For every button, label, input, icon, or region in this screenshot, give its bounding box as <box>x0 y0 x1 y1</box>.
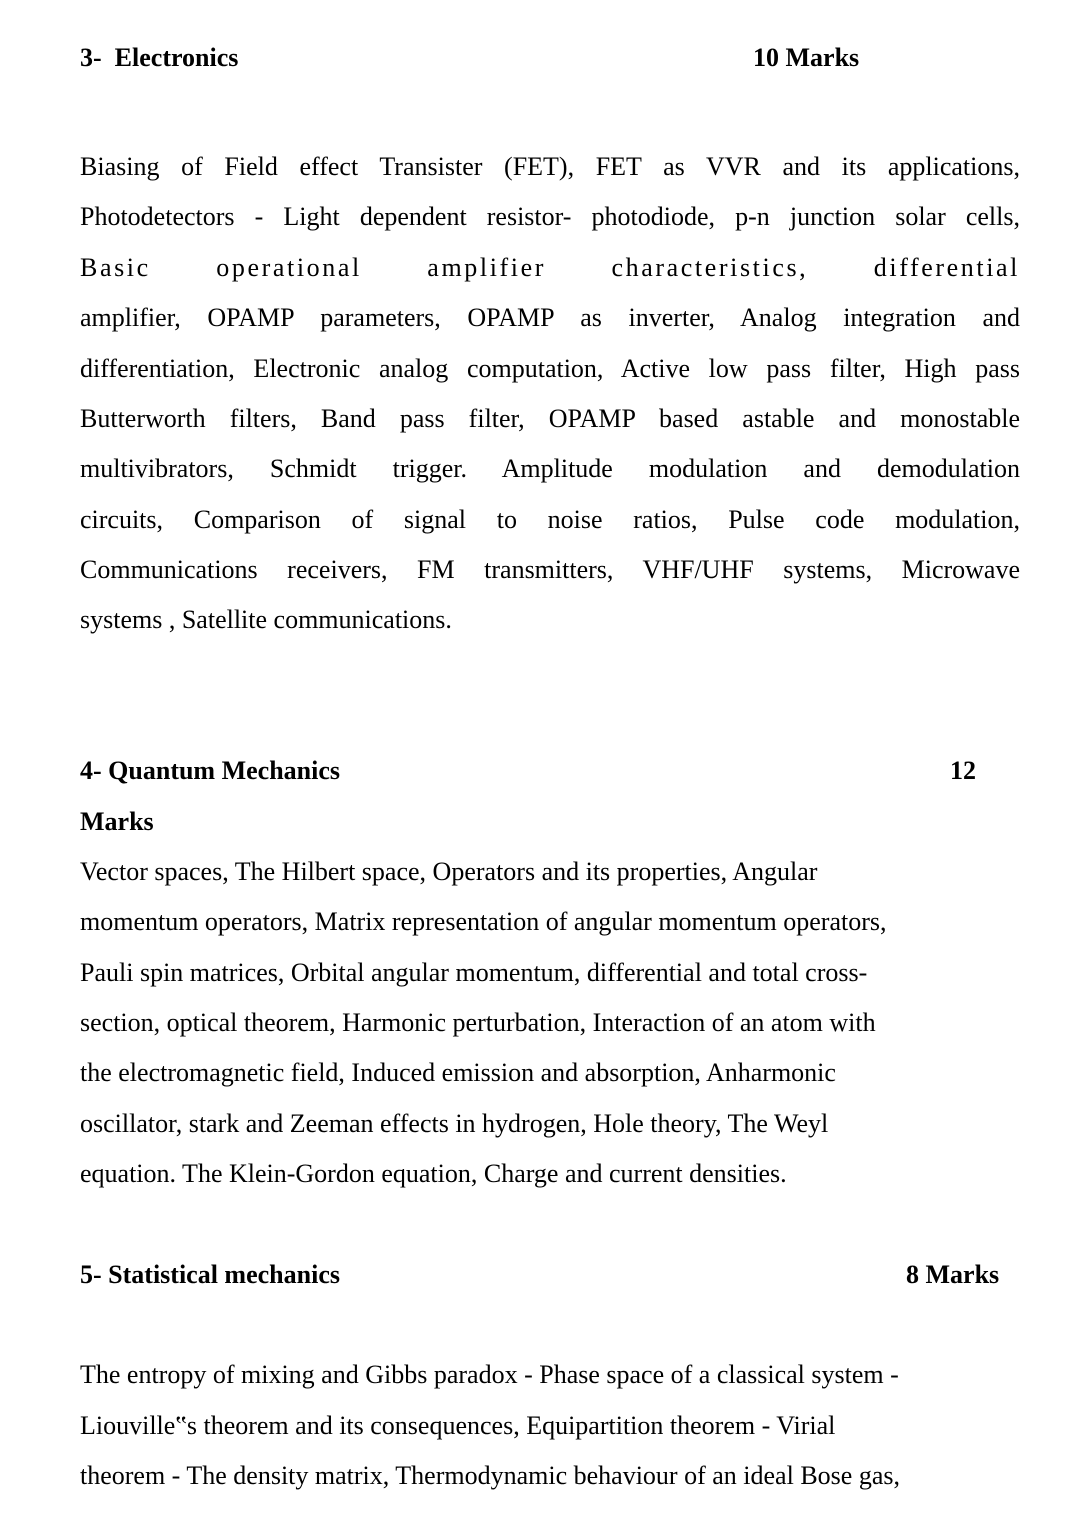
section-5-number: 5- <box>80 1260 102 1289</box>
section-4-title: Quantum Mechanics <box>108 756 341 785</box>
section-5-title: Statistical mechanics <box>108 1260 340 1289</box>
section-3-line: Biasing of Field effect Transister (FET), FET as VVR and its applications, <box>80 152 1020 181</box>
section-4-line: Vector spaces, The Hilbert space, Operators and its properties, Angular <box>80 857 818 886</box>
section-4-marks-word: Marks <box>80 807 154 836</box>
section-3-line: circuits, Comparison of signal to noise ratios, Pulse code modulation, <box>80 505 1020 534</box>
section-3-heading <box>80 43 238 73</box>
section-4-marks-number: 12 <box>950 756 976 785</box>
section-5-line: theorem - The density matrix, Thermodynamic behaviour of an ideal Bose gas, <box>80 1461 900 1490</box>
section-3-line: Basic operational amplifier characteristics, differential <box>80 253 1020 282</box>
section-4-number: 4- <box>80 756 102 785</box>
section-3-line: Butterworth filters, Band pass filter, OPAMP based astable and monostable <box>80 404 1020 433</box>
section-4-line: the electromagnetic field, Induced emission and absorption, Anharmonic <box>80 1058 836 1087</box>
section-3-line: multivibrators, Schmidt trigger. Amplitude modulation and demodulation <box>80 454 1020 483</box>
section-3-line: Photodetectors - Light dependent resistor- photodiode, p-n junction solar cells, <box>80 202 1020 231</box>
section-3-marks: 10 Marks <box>753 43 860 72</box>
section-3-line: systems , Satellite communications. <box>80 605 452 634</box>
section-5-line: The entropy of mixing and Gibbs paradox - Phase space of a classical system - <box>80 1360 899 1389</box>
section-5-line: Liouville‟s theorem and its consequences, Equipartition theorem - Virial <box>80 1411 836 1440</box>
section-4-line: momentum operators, Matrix representation of angular momentum operators, <box>80 907 887 936</box>
section-4-line: oscillator, stark and Zeeman effects in hydrogen, Hole theory, The Weyl <box>80 1109 829 1138</box>
section-4-heading <box>80 756 340 786</box>
section-3-line: differentiation, Electronic analog computation, Active low pass filter, High pass <box>80 354 1020 383</box>
section-3-line: amplifier, OPAMP parameters, OPAMP as inverter, Analog integration and <box>80 303 1020 332</box>
section-5-marks: 8 Marks <box>906 1260 1000 1289</box>
section-4-line: equation. The Klein-Gordon equation, Charge and current densities. <box>80 1159 787 1188</box>
section-3-number: 3- <box>80 43 102 72</box>
section-3-title: Electronics <box>114 43 239 72</box>
section-4-line: Pauli spin matrices, Orbital angular momentum, differential and total cross- <box>80 958 868 987</box>
section-3-line: Communications receivers, FM transmitters, VHF/UHF systems, Microwave <box>80 555 1020 584</box>
section-4-line: section, optical theorem, Harmonic perturbation, Interaction of an atom with <box>80 1008 876 1037</box>
section-5-heading <box>80 1260 340 1290</box>
